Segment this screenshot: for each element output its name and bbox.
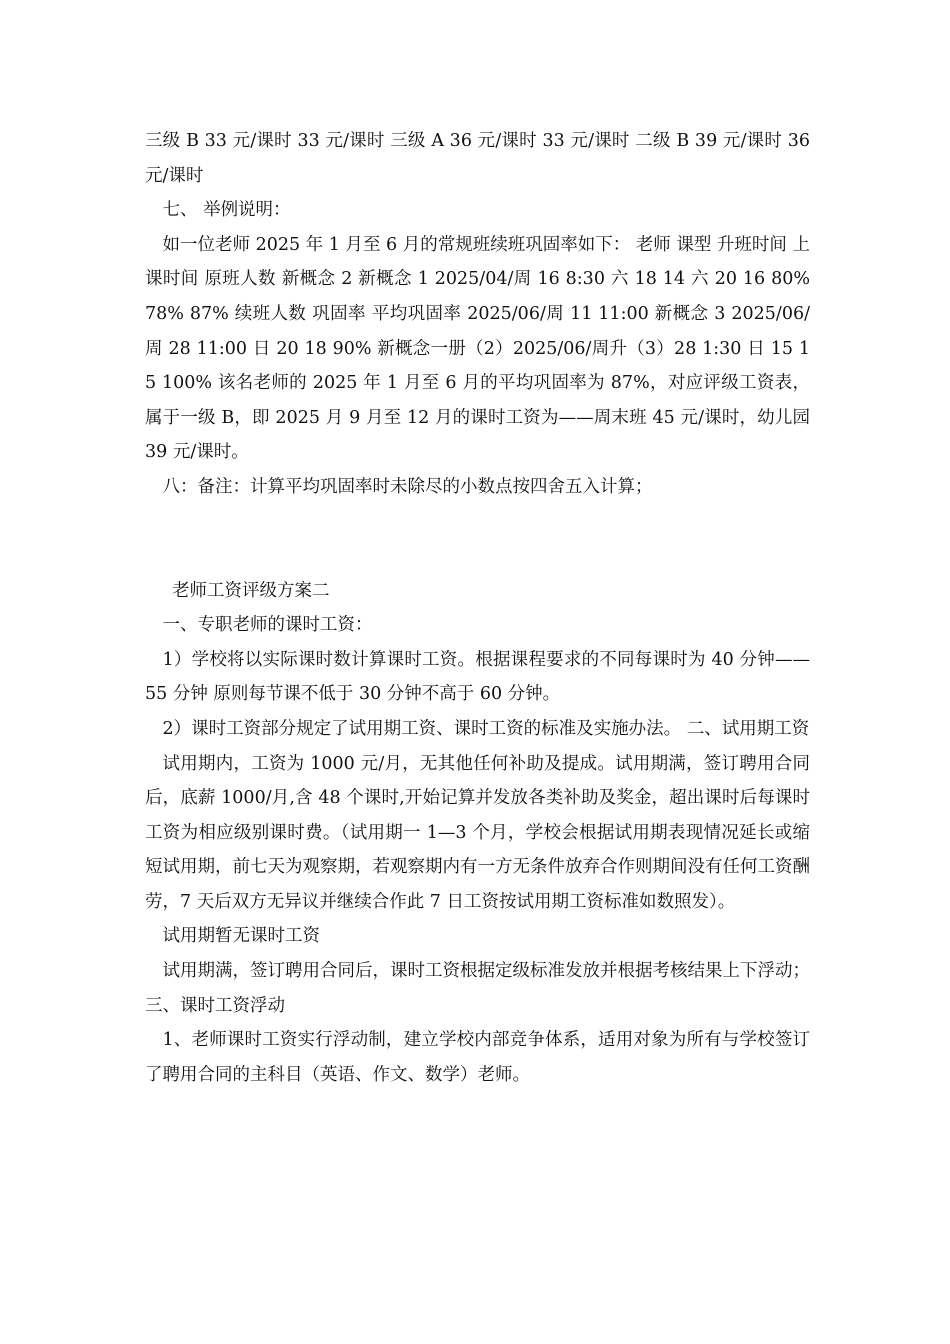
section-gap (145, 505, 810, 574)
section-eight-note: 八：备注：计算平均巩固率时未除尽的小数点按四舍五入计算； (162, 476, 653, 497)
document-body (145, 124, 810, 1092)
example-paragraph: 如一位老师 2025 年 1 月至 6 月的常规班续班巩固率如下： 老师 课型 升班时间 上课时间 原班人数 新概念 2 新概念 1 2025/04/周 16 8:30 六 18 14 六 20 16 80% 78% 87% 续班人数 巩固率 平均巩固率 2025/06/周 11 11:00 新概念 3 2025/06/周 28 11:00 日 20 18 90% 新概念一册（2）2025/06/周升（3）28 1:30 日 15 15 100% 该名老师的 2025 年 1 月至 6 月的平均巩固率为 87%，对应评级工资表，属于一级 B，即 2025 月 9 月至 12 月的课时工资为——周末班 45 元/课时，幼儿园 39 元/课时。 (145, 234, 810, 463)
floating-wage-paragraph: 1、老师课时工资实行浮动制，建立学校内部竞争体系，适用对象为所有与学校签订了聘用合同的主科目（英语、作文、数学）老师。 (145, 1030, 810, 1085)
section-seven-heading: 七、 举例说明： (162, 200, 291, 221)
rule-one-paragraph: 1）学校将以实际课时数计算课时工资。根据课程要求的不同每课时为 40 分钟——55 分钟 原则每节课不低于 30 分钟不高于 60 分钟。 (145, 649, 810, 705)
rule-two-paragraph: 2）课时工资部分规定了试用期工资、课时工资的标准及实施办法。 二、试用期工资 (162, 718, 810, 739)
probation-salary-paragraph: 试用期内，工资为 1000 元/月，无其他任何补助及提成。试用期满，签订聘用合同后，底薪 1000/月,含 48 个课时,开始记算并发放各类补助及奖金，超出课时后每课时工资为相应级别课时费。（试用期一 1—3 个月，学校会根据试用期表现情况延长或缩短试用期，前七天为观察期，若观察期内有一方无条件放弃合作则期间没有任何工资酬劳，7 天后双方无异议并继续合作此 7 日工资按试用期工资标准如数照发）。 (145, 753, 810, 912)
section-title: 老师工资评级方案二 (172, 580, 330, 601)
salary-table-continuation: 三级 B 33 元/课时 33 元/课时 三级 A 36 元/课时 33 元/课时 二级 B 39 元/课时 36 元/课时 (145, 131, 810, 186)
post-probation-paragraph: 试用期满，签订聘用合同后，课时工资根据定级标准发放并根据考核结果上下浮动； 三、课时工资浮动 (145, 961, 810, 1016)
probation-no-hourly-paragraph: 试用期暂无课时工资 (162, 926, 320, 947)
section-one-heading: 一、专职老师的课时工资： (162, 615, 373, 636)
